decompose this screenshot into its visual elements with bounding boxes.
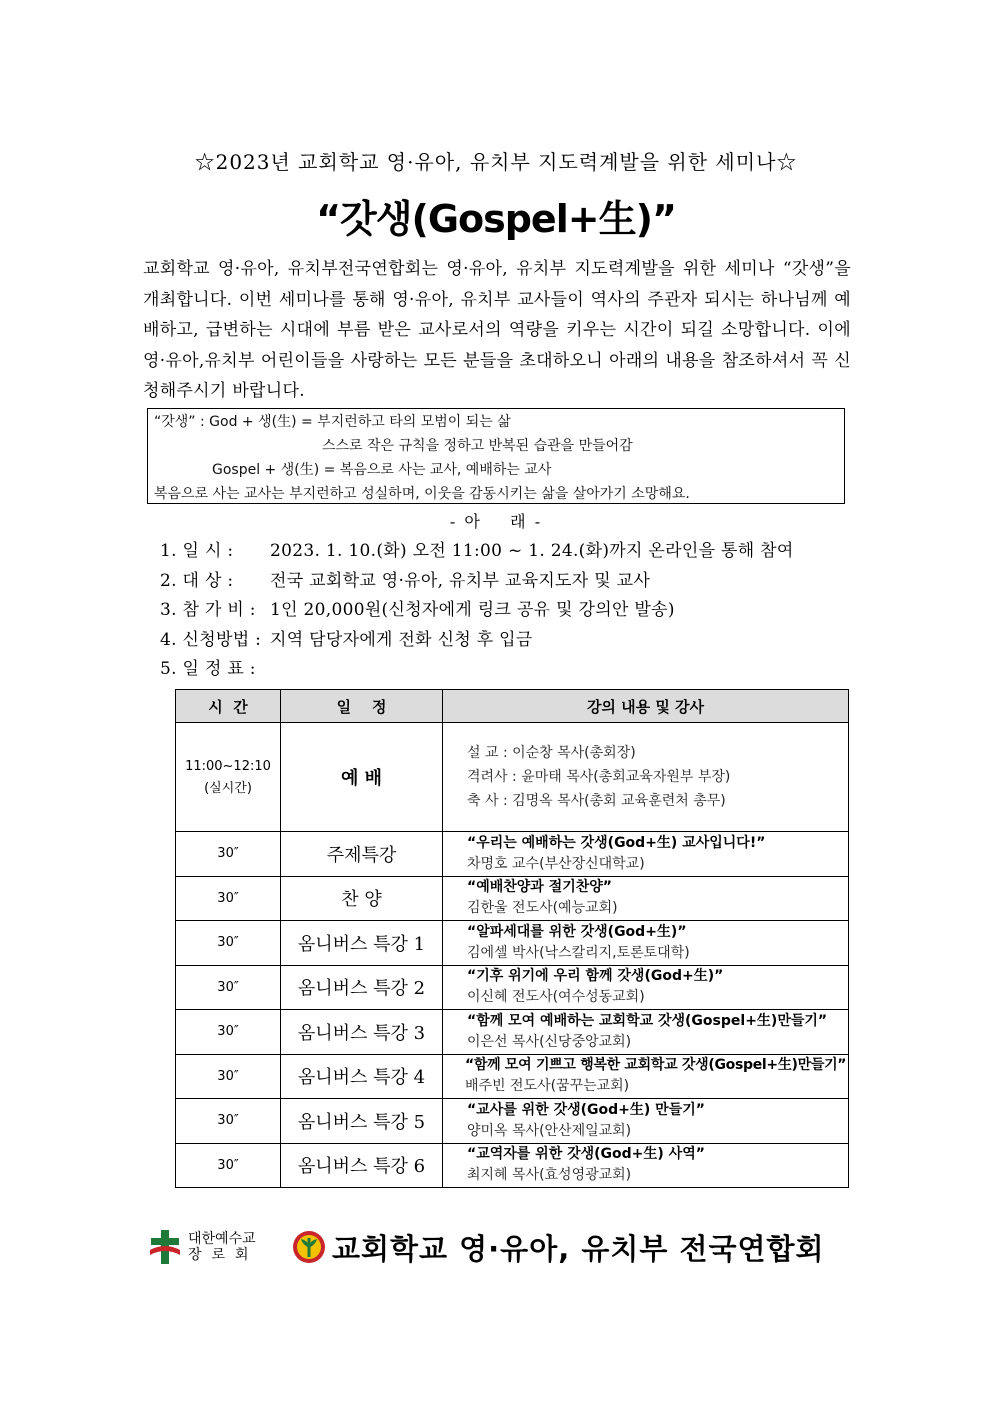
session-speaker: 배주빈 전도사(꿈꾸는교회) xyxy=(465,1078,630,1095)
detail-label: 5. 일 정 표 : xyxy=(160,659,256,679)
definition-line: Gospel + 생(生) = 복음으로 사는 교사, 예배하는 교사 xyxy=(212,462,552,478)
session-speaker: 차명호 교수(부산장신대학교) xyxy=(467,855,645,872)
time-cell: 30″ xyxy=(176,1099,281,1144)
detail-label: 4. 신청방법 : xyxy=(160,629,262,650)
association-name: 교회학교 영·유아, 유치부 전국연합회 xyxy=(332,1231,825,1266)
event-cell: 옴니버스 특강 4 xyxy=(281,1054,443,1099)
time-cell: 30″ xyxy=(176,965,281,1010)
session-topic: “함께 모여 예배하는 교회학교 갓생(Gospel+生)만들기” xyxy=(467,1012,828,1029)
denomination-line: 장로회 xyxy=(188,1247,259,1263)
event-cell: 옴니버스 특강 5 xyxy=(281,1099,443,1144)
time-cell: 30″ xyxy=(176,832,281,877)
definition-box xyxy=(147,408,845,504)
session-topic: “우리는 예배하는 갓생(God+生) 교사입니다!” xyxy=(467,834,766,851)
session-topic: “교사를 위한 갓생(God+生) 만들기” xyxy=(467,1101,705,1118)
time-value: 11:00~12:10 xyxy=(185,758,271,774)
header-content: 강의 내용 및 강사 xyxy=(443,690,849,723)
detail-value: 1인 20,000원(신청자에게 링크 공유 및 강의안 발송) xyxy=(270,600,675,620)
session-topic: “함께 모여 기쁘고 행복한 교회학교 갓생(Gospel+生)만들기” xyxy=(465,1057,847,1074)
detail-value: 2023. 1. 10.(화) 오전 11:00 ~ 1. 24.(화)까지 온라인을 통해 참여 xyxy=(270,541,794,561)
time-cell: 30″ xyxy=(176,1054,281,1099)
table-row xyxy=(176,876,849,921)
event-cell: 예 배 xyxy=(281,723,443,832)
time-cell: 30″ xyxy=(176,921,281,966)
page-heading: ☆2023년 교회학교 영·유아, 유치부 지도력계발을 위한 세미나☆ xyxy=(194,150,798,174)
detail-label: 3. 참 가 비 : xyxy=(160,600,256,620)
session-topic: “기후 위기에 우리 함께 갓생(God+生)” xyxy=(467,968,724,985)
detail-label: 2. 대 상 : xyxy=(160,570,234,591)
event-cell: 옴니버스 특강 1 xyxy=(281,921,443,966)
schedule-header-row xyxy=(176,690,849,723)
schedule-table xyxy=(175,689,849,1188)
content-cell xyxy=(443,1054,849,1099)
time-cell: 30″ xyxy=(176,876,281,921)
worship-line: 격려사 : 윤마태 목사(총회교육자원부 부장) xyxy=(467,769,731,785)
session-speaker: 김한울 전도사(예능교회) xyxy=(467,900,618,917)
intro-paragraph: 교회학교 영·유아, 유치부전국연합회는 영·유아, 유치부 지도력계발을 위한 세미나 “갓생”을 개최합니다. 이번 세미나를 통해 영·유아, 유치부 교사들이 역사의 주관자 되시는 하나님께 예배하고, 급변하는 시대에 부름 받은 교사로서의 역량을 키우는 시간이 되길 소망합니다. 이에 영·유아,유치부 어린이들을 사랑하는 모든 분들을 초대하오니 아래의 내용을 참조하셔서 꼭 신청해주시기 바랍니다. xyxy=(143,259,851,401)
session-speaker: 이은선 목사(신당중앙교회) xyxy=(467,1033,632,1050)
time-note: (실시간) xyxy=(204,780,252,796)
event-cell: 옴니버스 특강 2 xyxy=(281,965,443,1010)
content-cell xyxy=(443,965,849,1010)
detail-label: 1. 일 시 : xyxy=(160,541,234,561)
time-cell: 30″ xyxy=(176,1010,281,1055)
event-cell: 옴니버스 특강 6 xyxy=(281,1143,443,1188)
table-row xyxy=(176,832,849,877)
definition-line: “갓생” : God + 생(生) = 부지런하고 타의 모범이 되는 삶 xyxy=(154,414,511,430)
worship-line: 축 사 : 김명옥 목사(총회 교육훈련처 총무) xyxy=(467,793,726,809)
association-logo-icon xyxy=(292,1230,326,1264)
time-cell: 30″ xyxy=(176,1143,281,1188)
worship-line: 설 교 : 이순창 목사(총회장) xyxy=(467,745,636,761)
session-speaker: 양미옥 목사(안산제일교회) xyxy=(467,1122,632,1139)
table-row xyxy=(176,921,849,966)
time-cell xyxy=(176,723,281,832)
session-speaker: 김에셀 박사(낙스칼리지,토론토대학) xyxy=(467,944,690,961)
definition-line: 복음으로 사는 교사는 부지런하고 성실하며, 이웃을 감동시키는 삶을 살아가기 소망해요. xyxy=(154,486,690,502)
session-speaker: 최지혜 목사(효성영광교회) xyxy=(467,1167,632,1184)
session-topic: “교역자를 위한 갓생(God+生) 사역” xyxy=(467,1146,705,1163)
church-cross-logo-icon xyxy=(148,1228,182,1266)
content-cell xyxy=(443,921,849,966)
notice-label: - 아 래 - xyxy=(449,512,543,531)
denomination-line: 대한예수교 xyxy=(188,1231,256,1247)
denomination-name xyxy=(188,1231,274,1263)
session-topic: “알파세대를 위한 갓생(God+生)” xyxy=(467,923,687,940)
table-row xyxy=(176,1010,849,1055)
table-row xyxy=(176,723,849,832)
detail-value: 전국 교회학교 영·유아, 유치부 교육지도자 및 교사 xyxy=(270,570,651,591)
header-time: 시 간 xyxy=(176,690,281,723)
detail-row xyxy=(160,655,860,685)
header-event: 일 정 xyxy=(281,690,443,723)
detail-row xyxy=(160,596,860,626)
event-cell: 옴니버스 특강 3 xyxy=(281,1010,443,1055)
footer xyxy=(148,1222,848,1272)
event-cell: 찬 양 xyxy=(281,876,443,921)
table-row xyxy=(176,1054,849,1099)
definition-line: 스스로 작은 규칙을 정하고 반복된 습관을 만들어감 xyxy=(322,438,633,454)
content-cell xyxy=(443,832,849,877)
detail-row xyxy=(160,626,860,656)
content-cell xyxy=(443,1010,849,1055)
session-topic: “예배찬양과 절기찬양” xyxy=(467,879,612,896)
detail-row xyxy=(160,567,860,597)
detail-row xyxy=(160,537,860,567)
content-cell xyxy=(443,876,849,921)
table-row xyxy=(176,1143,849,1188)
content-cell xyxy=(443,1143,849,1188)
event-cell: 주제특강 xyxy=(281,832,443,877)
main-title: “갓생(Gospel+生)” xyxy=(316,197,676,241)
detail-value: 지역 담당자에게 전화 신청 후 입금 xyxy=(270,629,533,650)
table-row xyxy=(176,1099,849,1144)
details-list xyxy=(160,537,860,685)
content-cell xyxy=(443,723,849,832)
table-row xyxy=(176,965,849,1010)
content-cell xyxy=(443,1099,849,1144)
session-speaker: 이신혜 전도사(여수성동교회) xyxy=(467,989,645,1006)
